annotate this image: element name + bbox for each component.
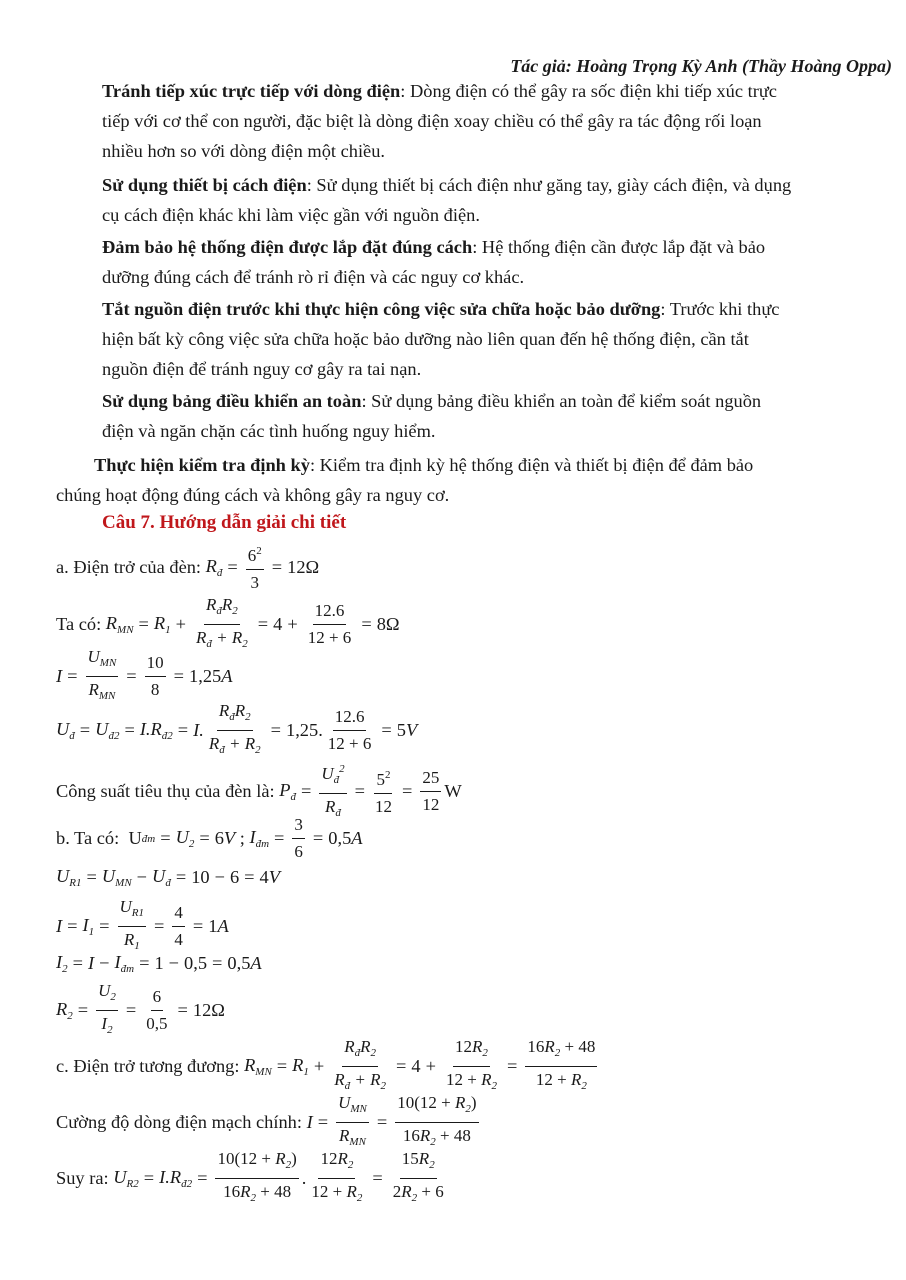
safety-paragraph-6: Thực hiện kiểm tra định kỳ: Kiểm tra định kỳ hệ thống điện và thiết bị điện để đảm bảo chúng hoạt động đúng cách và không gây ra nguy cơ. [56,455,754,505]
safety-heading: Sử dụng bảng điều khiển an toàn [102,391,362,411]
formula-ud-a: $U_đ$ = $U_{đ2}$ = $I.R_{đ2}$ = I. $R_đR_2$ $R_đ + R_2$ = 1,25. $\frac{12.6}{12 + 6}$ = 5 V [56,701,418,756]
formula-equivalent-resistance: c. Điện trở tương đương: $R_{MN}$ = $R_1$ + $R_đR_2$ $R_đ + R_2$ = 4 + $\frac{12R_2}{12 + R_2}$ = $\frac{16R_2 + 48}{12 + R_2}$ [56,1037,596,1092]
safety-paragraph-3: Đảm bảo hệ thống điện được lắp đặt đúng cách: Hệ thống điện cần được lắp đặt và bảo dưỡng đúng cách để tránh rò rỉ điện và các nguy cơ khác. [102,237,766,287]
formula-r2: $R_2$ = $\frac{U_2}{I_2}$ = $\frac{6}{0,5}$ = 12Ω [56,981,225,1036]
formula-current-b: I = $I_1$ = $\frac{U_{R1}}{R_1}$ = $\frac{4}{4}$ = 1 A [56,897,229,952]
safety-paragraph-2: Sử dụng thiết bị cách điện: Sử dụng thiết bị cách điện như găng tay, giày cách điện, và dụng cụ cách điện khác khi làm việc gần với nguồn điện. [102,175,792,225]
formula-ur2: Suy ra: $U_{R2}$ = $I.R_{đ2}$ = $\frac{10(12 + R_2)}{16R_2 + 48}$ . $\frac{12R_2}{12 + R_2}$ = $\frac{15R_2}{2R_2 + 6}$ [56,1149,444,1204]
formula-main-current: Cường độ dòng điện mạch chính: I = $U_{MN}$ $R_{MN}$ = $\frac{10(12 + R_2)}{16R_2 + 48}$ [56,1093,477,1148]
safety-heading: Tránh tiếp xúc trực tiếp với dòng điện [102,81,401,101]
safety-paragraph-1: Tránh tiếp xúc trực tiếp với dòng điện: Dòng điện có thể gây ra sốc điện khi tiếp xúc trực tiếp với cơ thể con người, đặc biệt là dòng điện xoay chiều có thể gây ra tác động rối loạn nhiều hơn so với dòng điện một chiều. [102,81,777,161]
formula-rmn: Ta có: $R_{MN}$ = $R_1$ + $R_đR_2$ $R_đ + R_2$ = 4 + $\frac{12.6}{12 + 6}$ = 8Ω [56,595,400,650]
safety-paragraph-5: Sử dụng bảng điều khiển an toàn: Sử dụng bảng điều khiển an toàn để kiểm soát nguồn điện và ngăn chặn các tình huống nguy hiểm. [102,391,762,441]
safety-paragraph-4: Tắt nguồn điện trước khi thực hiện công việc sửa chữa hoặc bảo dưỡng: Trước khi thực hiện bất kỳ công việc sửa chữa hoặc bảo dưỡng nào liên quan đến hệ thống điện, cần tắt nguồn điện để tránh nguy cơ gây ra tai nạn. [102,299,780,379]
formula-power: Công suất tiêu thụ của đèn là: $P_đ$ = $\frac{U_đ^2}{R_đ}$ = $\frac{5^2}{12}$ = $\frac{25}{12}$ W [56,758,462,824]
solution-title: Câu 7. Hướng dẫn giải chi tiết [102,512,347,533]
formula-i2: $I_2$ = I − $I_{đm}$ = 1 − 0,5 = 0,5 A [56,952,262,975]
safety-heading: Sử dụng thiết bị cách điện [102,175,307,195]
safety-heading: Tắt nguồn điện trước khi thực hiện công việc sửa chữa hoặc bảo dưỡng [102,299,661,319]
formula-ur1: $U_{R1}$ = $U_{MN}$ − $U_đ$ = 10 − 6 = 4 V [56,866,280,889]
safety-heading: Đảm bảo hệ thống điện được lắp đặt đúng cách [102,237,473,257]
formula-rated-values: b. Ta có: U đm = $U_2$ = 6 V ; $I_{đm}$ = $\frac{3}{6}$ = 0,5 A [56,815,363,861]
formula-current-a: I = $U_{MN}$ $R_{MN}$ = $\frac{10}{8}$ = 1,25 A [56,647,233,702]
safety-heading: Thực hiện kiểm tra định kỳ [94,455,310,475]
author-header: Tác giả: Hoàng Trọng Kỳ Anh (Thầy Hoàng Oppa) [510,56,892,76]
formula-lamp-resistance: a. Điện trở của đèn: $R_đ$ = $\frac{6^2}{3}$ = 12Ω [56,540,319,594]
